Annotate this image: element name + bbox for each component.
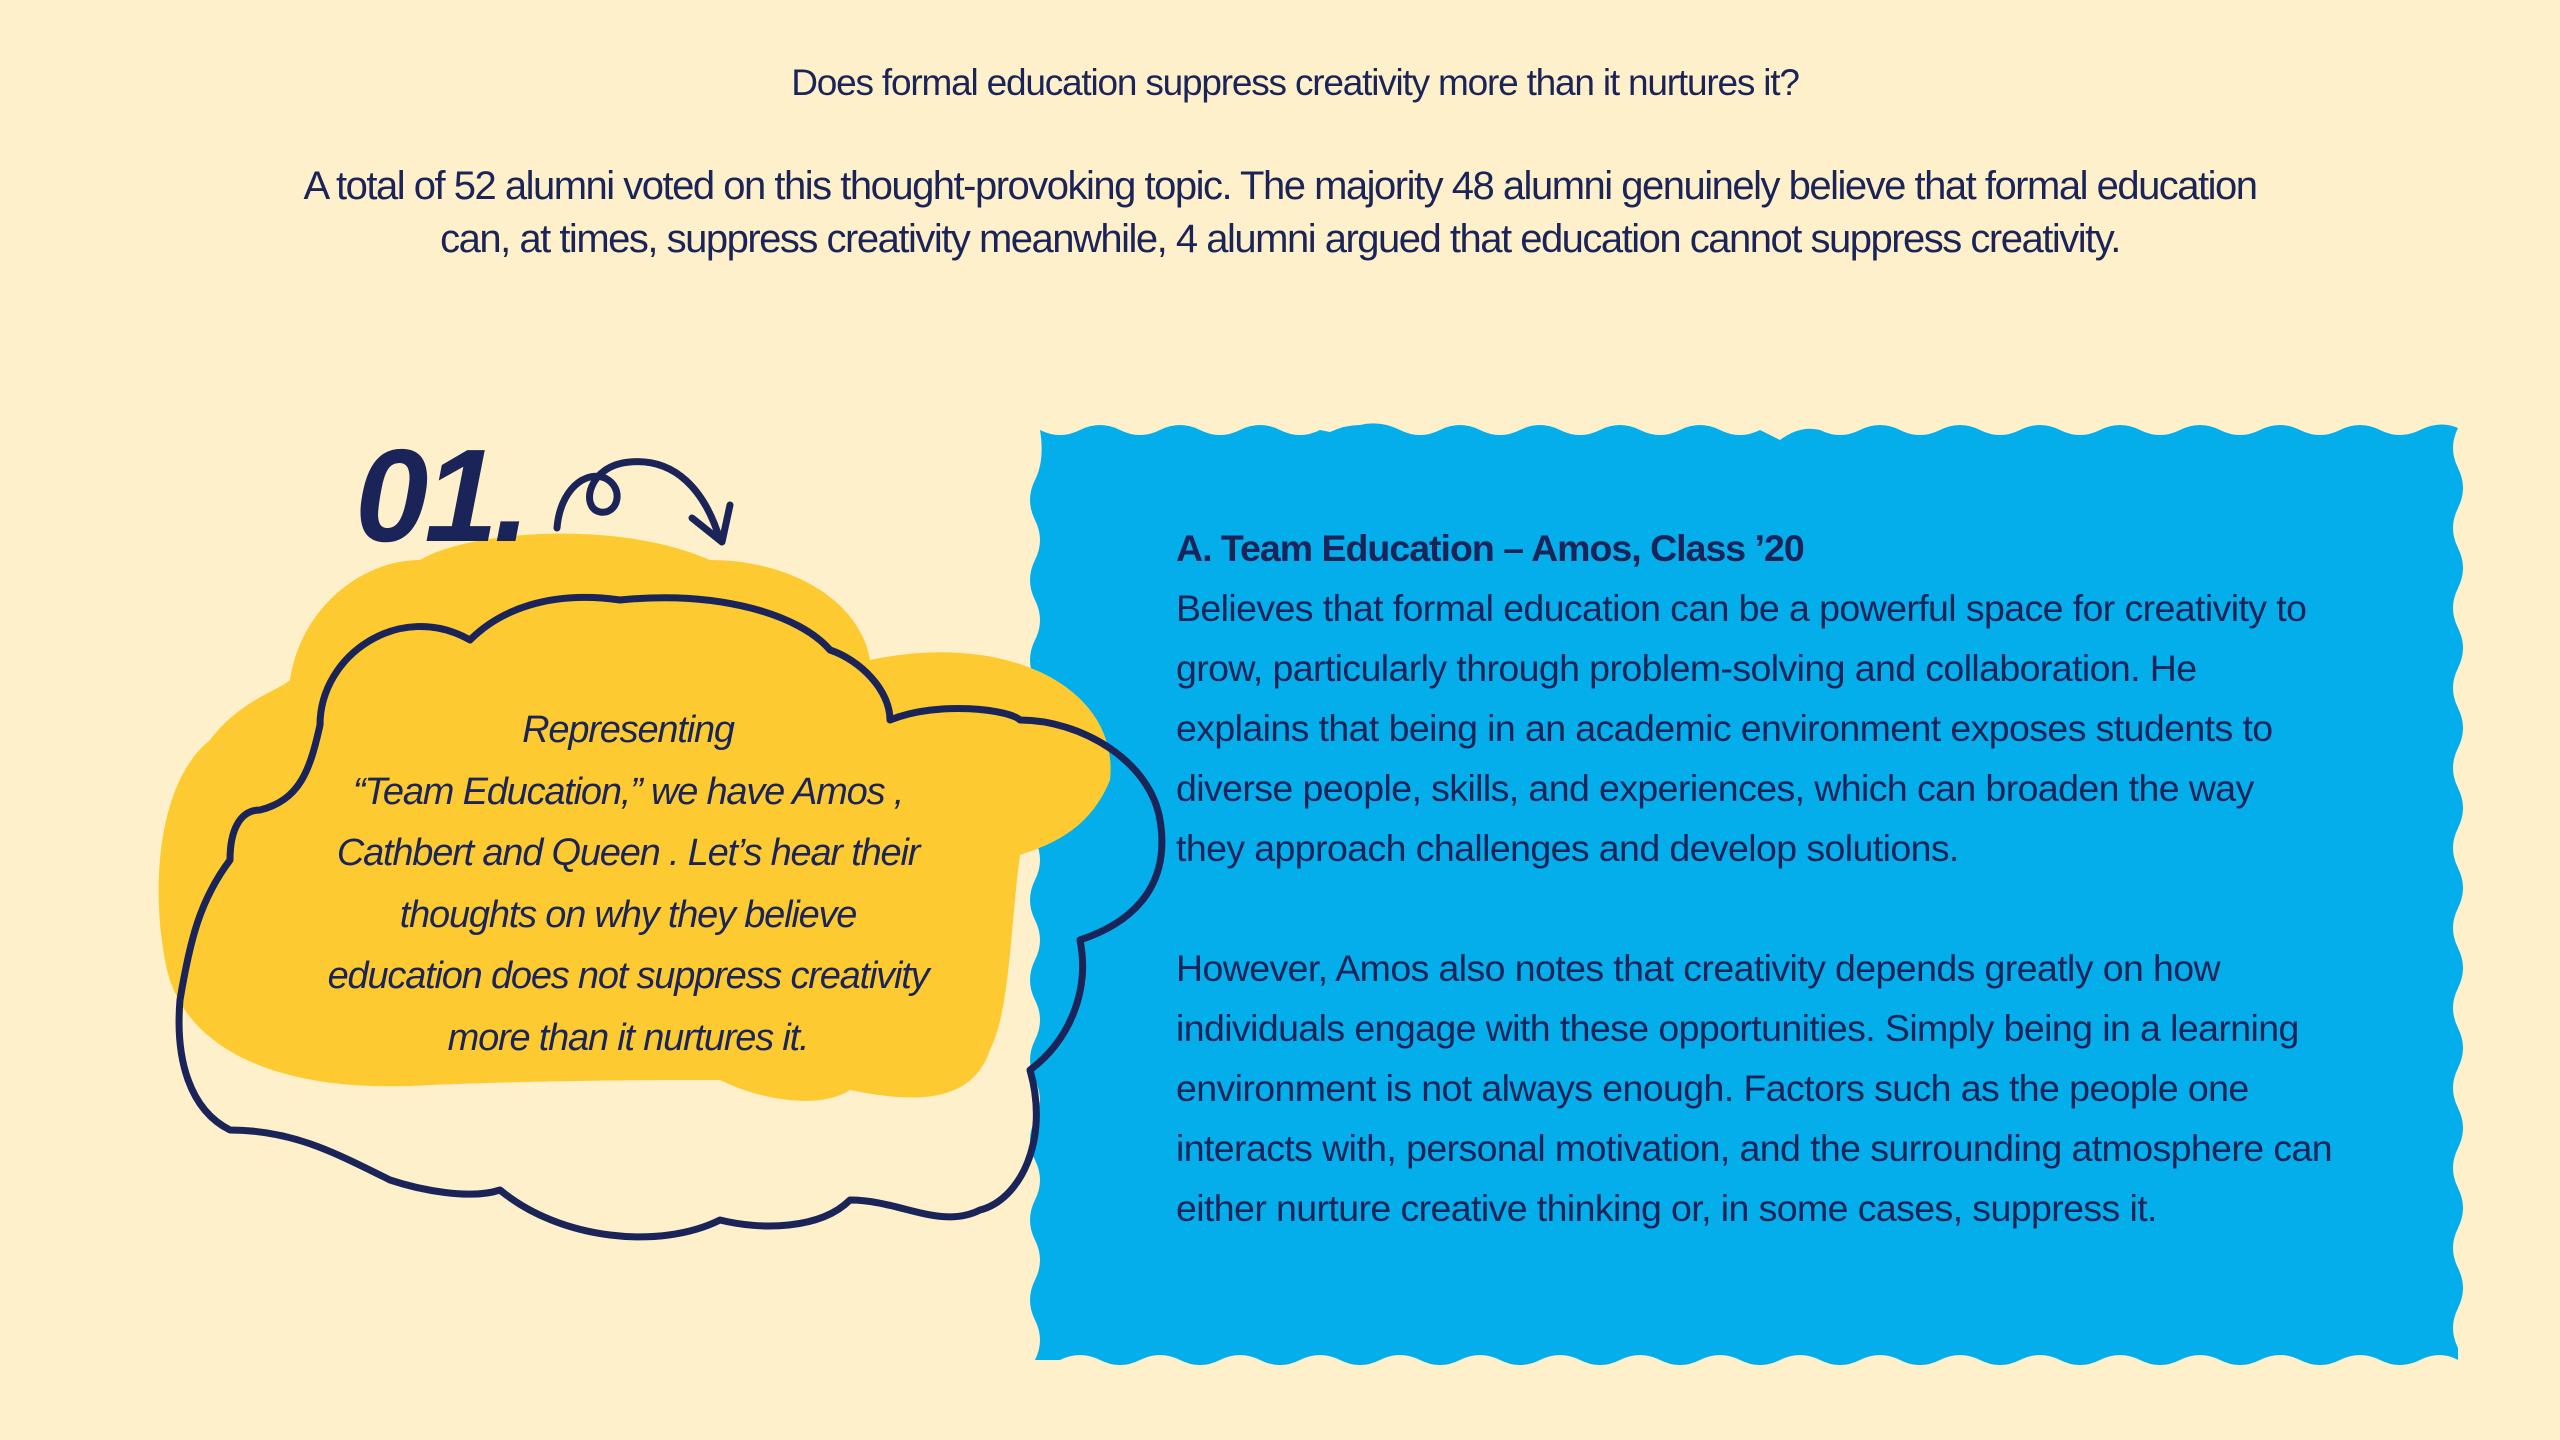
paragraph-gap — [1176, 878, 2446, 938]
summary-line: can, at times, suppress creativity meanwhile, 4 alumni argued that education cannot suppress creativity. — [440, 217, 2120, 261]
paragraph-line: interacts with, personal motivation, and the surrounding atmosphere can — [1176, 1127, 2332, 1169]
cloud-line: “Team Education,” we have Amos , — [352, 770, 904, 813]
cloud-line: thoughts on why they believe — [399, 893, 857, 936]
paragraph-line: However, Amos also notes that creativity depends greatly on how — [1176, 947, 2221, 989]
summary-line: A total of 52 alumni voted on this thought-provoking topic. The majority 48 alumni genuinely believe that formal education — [303, 164, 2257, 208]
section-number: 01. — [355, 422, 527, 569]
paragraph-line: Believes that formal education can be a powerful space for creativity to — [1176, 587, 2307, 629]
panel-content — [1176, 518, 2446, 1238]
panel-title: A. Team Education – Amos, Class ’20 — [1176, 527, 1804, 569]
paragraph-1 — [1176, 578, 2446, 878]
curly-arrow-icon — [557, 462, 730, 542]
cloud-line: Representing — [522, 709, 734, 751]
paragraph-line: they approach challenges and develop solutions. — [1176, 827, 1959, 869]
paragraph-line: diverse people, skills, and experiences, which can broaden the way — [1176, 767, 2254, 809]
paragraph-line: environment is not always enough. Factors such as the people one — [1176, 1067, 2249, 1109]
paragraph-line: individuals engage with these opportunities. Simply being in a learning — [1176, 1007, 2299, 1049]
paragraph-line: either nurture creative thinking or, in some cases, suppress it. — [1176, 1187, 2157, 1229]
cloud-line: education does not suppress creativity — [327, 955, 929, 997]
paragraph-line: explains that being in an academic environment exposes students to — [1176, 707, 2273, 749]
question-heading: Does formal education suppress creativity more than it nurtures it? — [791, 62, 1799, 103]
paragraph-line: grow, particularly through problem-solving and collaboration. He — [1176, 647, 2197, 689]
cloud-intro-text — [248, 700, 1008, 1069]
cloud-line: Cathbert and Queen . Let’s hear their — [336, 832, 920, 874]
cloud-line: more than it nurtures it. — [447, 1016, 809, 1059]
paragraph-2 — [1176, 938, 2446, 1238]
